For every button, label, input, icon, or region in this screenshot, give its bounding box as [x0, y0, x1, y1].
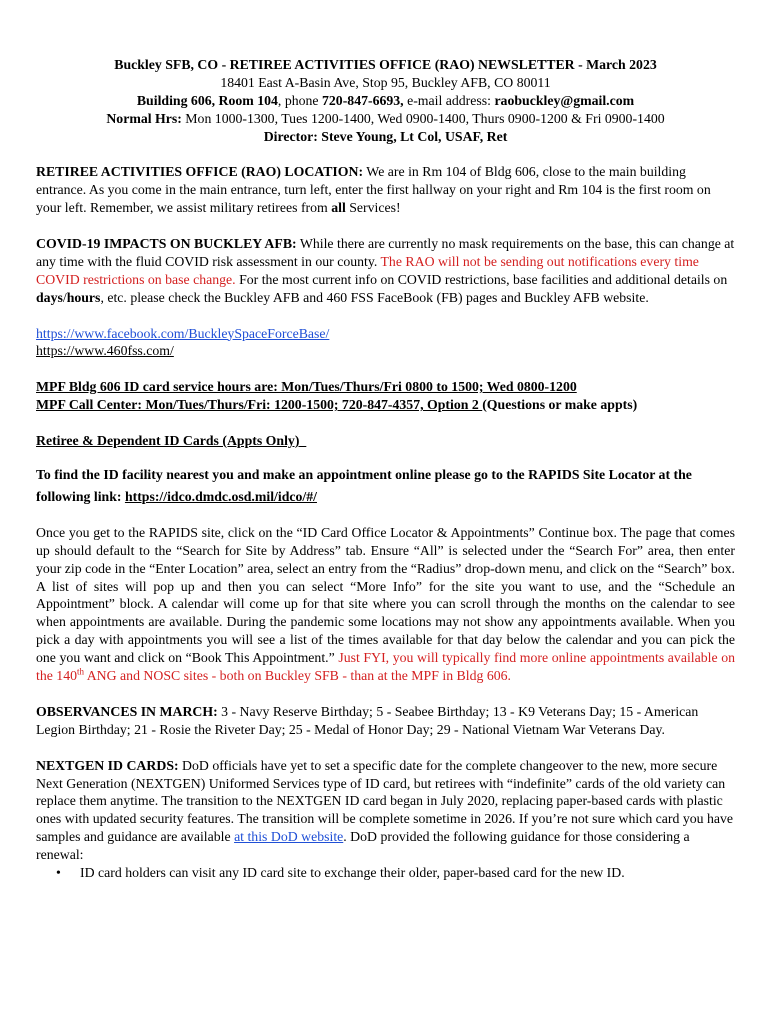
mpf-service-hours: MPF Bldg 606 ID card service hours are: Mon/Tues/Thurs/Fri 0800 to 1500; Wed 0800-1200 [36, 379, 577, 395]
location-heading: RETIREE ACTIVITIES OFFICE (RAO) LOCATION: [36, 164, 364, 180]
covid-text: , etc. please check the Buckley AFB and 460 FSS FaceBook (FB) pages and Buckley AFB website. [100, 289, 649, 305]
location-text: We are in Rm 104 of Bldg 606, close to the main building entrance. As you come in the main entrance, turn left, enter the first hallway on your right and Rm 104 is the first room on your left. Remember, we assist military retirees from [36, 164, 711, 216]
nextgen-section [36, 757, 735, 864]
newsletter-title: Buckley SFB, CO - RETIREE ACTIVITIES OFFICE (RAO) NEWSLETTER - March 2023 [114, 57, 657, 72]
newsletter-header [36, 56, 735, 146]
contact-text: , phone [277, 92, 322, 108]
office-hours [36, 110, 735, 128]
covid-text: / [62, 289, 67, 305]
nextgen-heading: NEXTGEN ID CARDS: [36, 757, 179, 773]
location-text: Services! [345, 200, 401, 216]
facebook-link[interactable]: https://www.facebook.com/BuckleySpaceForceBase/ [36, 325, 330, 341]
instructions-text: Once you get to the RAPIDS site, click on the “ID Card Office Locator & Appointments” Continue box. The page that comes up should default to the “Search for Site by Address” tab. Ensure “All” is selected under the “Search For” area, then enter your zip code in the “Enter Location” area, select an entry from the “Radius” drop-down menu, and click on the “Search” box. A list of sites will pop up and then you can select “More Info” for the site you want to use, and the “Schedule an Appointment” block. A calendar will come up for that site where you can scroll through the months on the calendar to see when appointments are available. During the pandemic some locations may not show any appointments available. When you pick a day with appointments you will see a list of the times available for that day below the calendar and you can pick the one you want and click on “Book This Appointment.” [36, 524, 735, 666]
nextgen-text: DoD officials have yet to set a specific date for the complete changeover to the new, more secure Next Generation (NEXTGEN) Uniformed Services type of ID card, but retirees with “indefinite” cards of the old variety can replace them anytime. The transition to the NEXTGEN ID card began in July 2020, replacing paper-based cards with plastic ones with updated security features. The transition will be complete sometime in 2026. If you’re not sure which card you have samples and guidance are available [36, 757, 734, 845]
covid-days: days [36, 289, 63, 305]
bullet-text: ID card holders can visit any ID card site to exchange their older, paper-based card for the new ID. [80, 865, 625, 881]
id-cards-heading: Retiree & Dependent ID Cards (Appts Only) [36, 432, 307, 448]
rapids-locator-text [36, 464, 735, 508]
ordinal-suffix: th [77, 666, 85, 677]
covid-hours: hours [66, 289, 101, 305]
observances-text: 3 - Navy Reserve Birthday; 5 - Seabee Birthday; 13 - K9 Veterans Day; 15 - American Legion Birthday; 21 - Rosie the Riveter Day; 25 - Medal of Honor Day; 29 - National Vietnam War Veterans Day. [36, 703, 699, 737]
director-line: Director: Steve Young, Lt Col, USAF, Ret [263, 128, 508, 144]
covid-section [36, 235, 735, 307]
links-block [36, 325, 735, 361]
building-room: Building 606, Room 104 [136, 92, 278, 108]
observances-section [36, 703, 735, 739]
location-section [36, 163, 735, 217]
call-center-note: (Questions or make appts) [482, 397, 638, 413]
covid-text: For the most current info on COVID restrictions, base facilities and additional details on [235, 271, 728, 287]
dod-website-link[interactable]: at this DoD website [234, 829, 344, 845]
rapids-instructions [36, 524, 735, 685]
contact-text: e-mail address: [403, 92, 495, 108]
rapids-text: To find the ID facility nearest you and make an appointment online please go to the RAPIDS Site Locator at the following link: [36, 466, 692, 504]
nextgen-text: . DoD provided the following guidance for those considering a renewal: [36, 829, 690, 863]
covid-heading: COVID-19 IMPACTS ON BUCKLEY AFB: [36, 236, 297, 252]
office-address: 18401 East A-Basin Ave, Stop 95, Buckley AFB, CO 80011 [220, 74, 551, 90]
mpf-call-center [36, 396, 735, 414]
mpf-hours-block [36, 378, 735, 414]
location-emphasis: all [331, 200, 346, 216]
email-address[interactable]: raobuckley@gmail.com [494, 92, 635, 108]
covid-notice: The RAO will not be sending out notifications every time COVID restrictions on base change. [36, 253, 699, 287]
list-item [56, 864, 735, 882]
phone-number: 720-847-6693, [322, 92, 404, 108]
observances-heading: OBSERVANCES IN MARCH: [36, 703, 218, 719]
hours-label: Normal Hrs: [106, 110, 182, 126]
appointments-tip: ANG and NOSC sites - both on Buckley SFB - than at the MPF in Bldg 606. [84, 668, 511, 684]
covid-text: While there are currently no mask requirements on the base, this can change at any time with the fluid COVID risk assessment in our county. [36, 236, 735, 269]
contact-line [36, 92, 735, 110]
appointments-tip: Just FYI, you will typically find more online appointments available on the 140 [36, 650, 735, 684]
newsletter-page [36, 56, 735, 882]
fss-link[interactable]: https://www.460fss.com/ [36, 343, 174, 359]
hours-text: Mon 1000-1300, Tues 1200-1400, Wed 0900-1400, Thurs 0900-1200 & Fri 0900-1400 [181, 110, 665, 126]
rapids-link[interactable]: https://idco.dmdc.osd.mil/idco/#/ [124, 488, 317, 504]
call-center-hours: MPF Call Center: Mon/Tues/Thurs/Fri: 1200-1500; 720-847-4357, Option 2 [36, 397, 483, 413]
bullet-icon: • [56, 865, 61, 881]
